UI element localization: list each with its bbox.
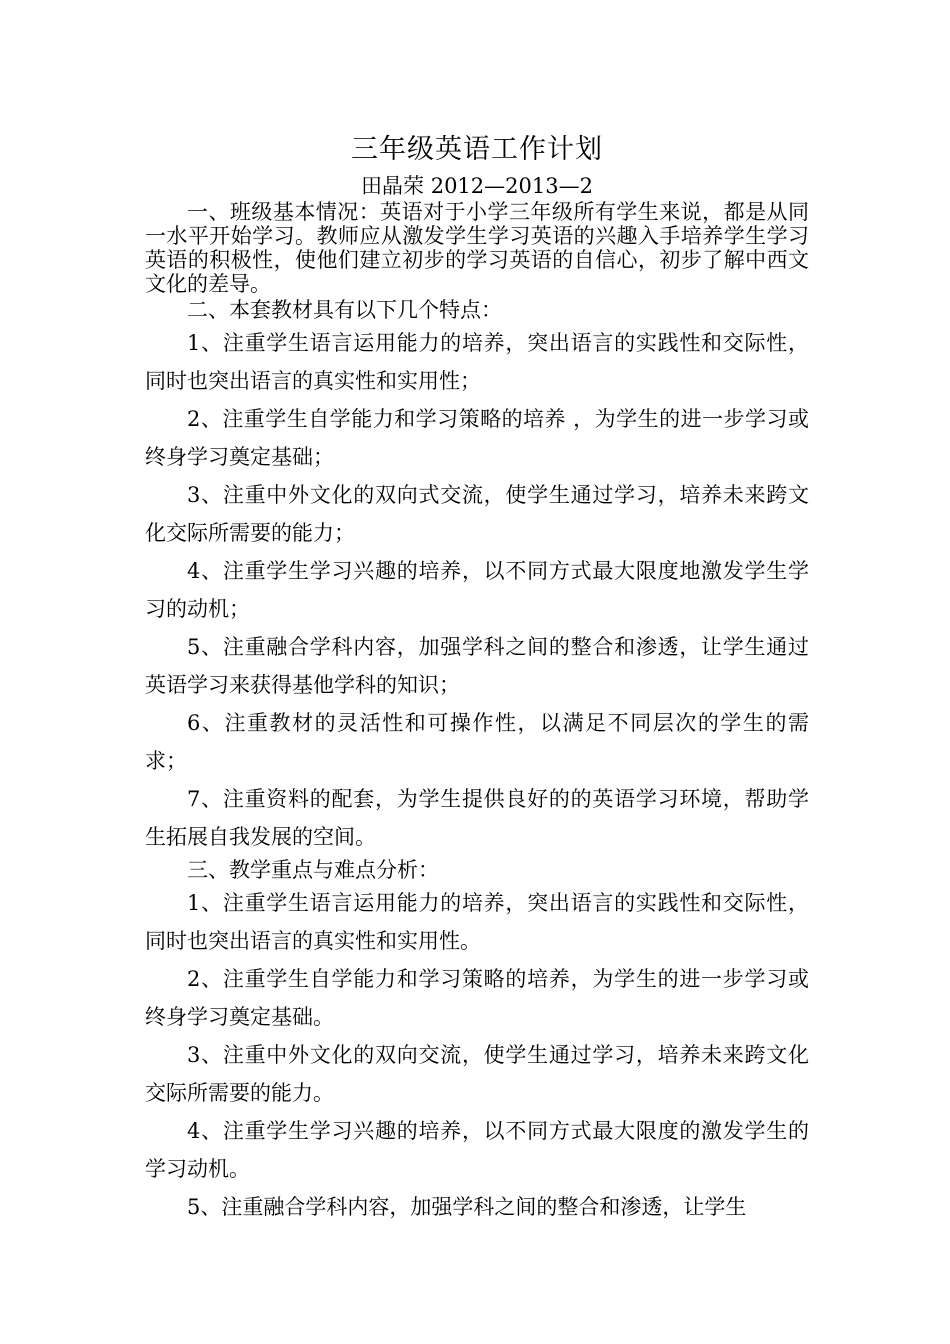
section3-item-1: 1、注重学生语言运用能力的培养，突出语言的实践性和交际性，同时也突出语言的真实性和实用性。 <box>145 891 809 953</box>
section2-item-3: 3、注重中外文化的双向式交流，使学生通过学习，培养未来跨文化交际所需要的能力； <box>145 483 809 545</box>
document-title: 三年级英语工作计划 <box>351 134 603 165</box>
section2-heading: 二、本套教材具有以下几个特点： <box>187 298 502 322</box>
section2-item-1: 1、注重学生语言运用能力的培养，突出语言的实践性和交际性，同时也突出语言的真实性和实用性； <box>145 331 809 393</box>
section2-item-2: 2、注重学生自学能力和学习策略的培养 ，为学生的进一步学习或终身学习奠定基础； <box>145 407 809 469</box>
section2-item-5: 5、注重融合学科内容，加强学科之间的整合和渗透，让学生通过英语学习来获得基他学科的知识； <box>145 635 809 697</box>
section2-item-6: 6、注重教材的灵活性和可操作性，以满足不同层次的学生的需求； <box>145 711 809 773</box>
intro-paragraph: 一、班级基本情况：英语对于小学三年级所有学生来说，都是从同一水平开始学习。教师应从激发学生学习英语的兴趣入手培养学生学习英语的积极性，使他们建立初步的学习英语的自信心，初步了解中西文文化的差导。 <box>145 200 809 296</box>
section3-item-3: 3、注重中外文化的双向交流，使学生通过学习，培养未来跨文化交际所需要的能力。 <box>145 1043 809 1105</box>
section3-item-4: 4、注重学生学习兴趣的培养，以不同方式最大限度的激发学生的学习动机。 <box>145 1119 809 1181</box>
section3-item-5: 5、注重融合学科内容，加强学科之间的整合和渗透，让学生 <box>187 1195 747 1219</box>
section3-item-2: 2、注重学生自学能力和学习策略的培养，为学生的进一步学习或终身学习奠定基础。 <box>145 967 809 1029</box>
document-page <box>145 130 809 1226</box>
section2-item-7: 7、注重资料的配套，为学生提供良好的的英语学习环境，帮助学生拓展自我发展的空间。 <box>145 787 809 849</box>
section2-item-4: 4、注重学生学习兴趣的培养，以不同方式最大限度地激发学生学习的动机； <box>145 559 809 621</box>
section3-heading: 三、教学重点与难点分析： <box>187 858 439 882</box>
author-line: 田晶荣 2012—2013—2 <box>361 174 593 198</box>
